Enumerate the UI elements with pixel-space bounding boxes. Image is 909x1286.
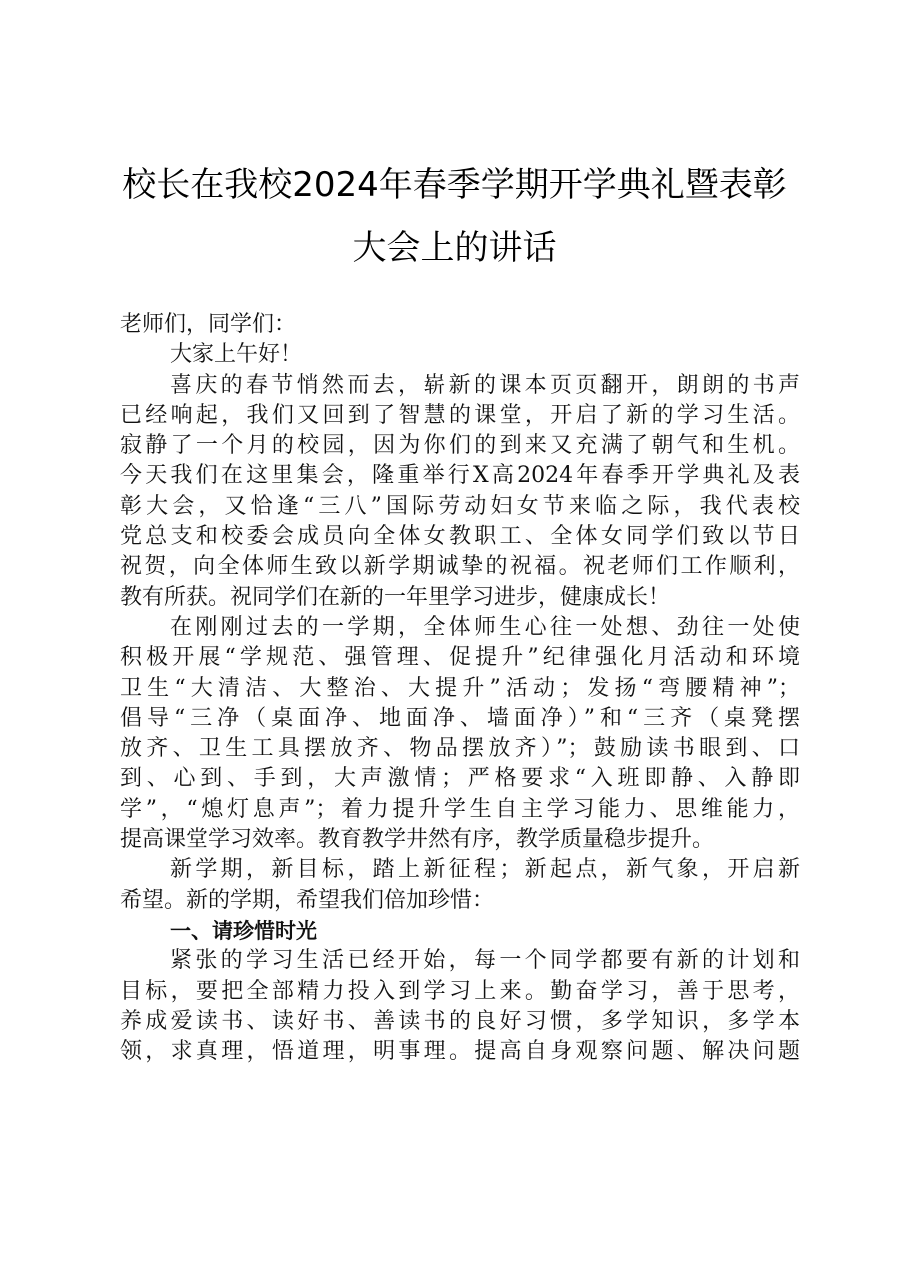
paragraph-line: 已经响起，我们又回到了智慧的课堂，开启了新的学习生活。 [120, 402, 800, 428]
paragraph-line: 寂静了一个月的校园，因为你们的到来又充满了朝气和生机。 [120, 433, 800, 459]
paragraph-line: 领，求真理，悟道理，明事理。提高自身观察问题、解决问题 [120, 1039, 800, 1065]
paragraph-line: 喜庆的春节悄然而去，崭新的课本页页翻开，朗朗的书声 [170, 372, 800, 398]
paragraph-line: 党总支和校委会成员向全体女教职工、全体女同学们致以节日 [120, 524, 800, 550]
paragraph-line: 到、心到、手到，大声激情；严格要求“入班即静、入静即 [120, 766, 800, 792]
paragraph-line: 提高课堂学习效率。教育教学井然有序，教学质量稳步提升。 [120, 827, 715, 853]
paragraph-line: 教有所获。祝同学们在新的一年里学习进步，健康成长！ [120, 584, 671, 610]
paragraph-line: 祝贺，向全体师生致以新学期诚挚的祝福。祝老师们工作顺利， [120, 554, 800, 580]
paragraph-line: 养成爱读书、读好书、善读书的良好习惯，多学知识，多学本 [120, 1008, 800, 1034]
paragraph-line: 紧张的学习生活已经开始，每一个同学都要有新的计划和 [170, 948, 800, 974]
paragraph-line: 彰大会，又恰逢“三八”国际劳动妇女节来临之际，我代表校 [120, 493, 800, 519]
paragraph-line: 学”，“熄灯息声”；着力提升学生自主学习能力、思维能力， [120, 796, 800, 822]
document-title-line-1: 校长在我校2024年春季学期开学典礼暨表彰 [122, 165, 787, 205]
paragraph-line: 在刚刚过去的一学期，全体师生心往一处想、劲往一处使 [170, 614, 800, 640]
document-body [120, 310, 800, 1067]
paragraph-line: 大家上午好！ [170, 342, 303, 368]
paragraph-line: 积极开展“学规范、强管理、促提升”纪律强化月活动和环境 [120, 645, 800, 671]
paragraph-line: 今天我们在这里集会，隆重举行X高2024年春季开学典礼及表 [120, 463, 800, 489]
paragraph-line: 希望。新的学期，希望我们倍加珍惜： [120, 887, 495, 913]
paragraph-line: 目标，要把全部精力投入到学习上来。勤奋学习，善于思考， [120, 978, 800, 1004]
section-heading: 一、请珍惜时光 [170, 918, 317, 943]
paragraph-line: 放齐、卫生工具摆放齐、物品摆放齐）”；鼓励读书眼到、口 [120, 736, 800, 762]
paragraph-line: 卫生“大清洁、大整治、大提升”活动；发扬“弯腰精神”； [120, 675, 800, 701]
paragraph-line: 老师们，同学们： [120, 312, 297, 337]
document-title-line-2: 大会上的讲话 [352, 228, 557, 268]
paragraph-line: 倡导“三净（桌面净、地面净、墙面净）”和“三齐（桌凳摆 [120, 705, 800, 731]
paragraph-line: 新学期，新目标，踏上新征程；新起点，新气象，开启新 [170, 857, 800, 883]
